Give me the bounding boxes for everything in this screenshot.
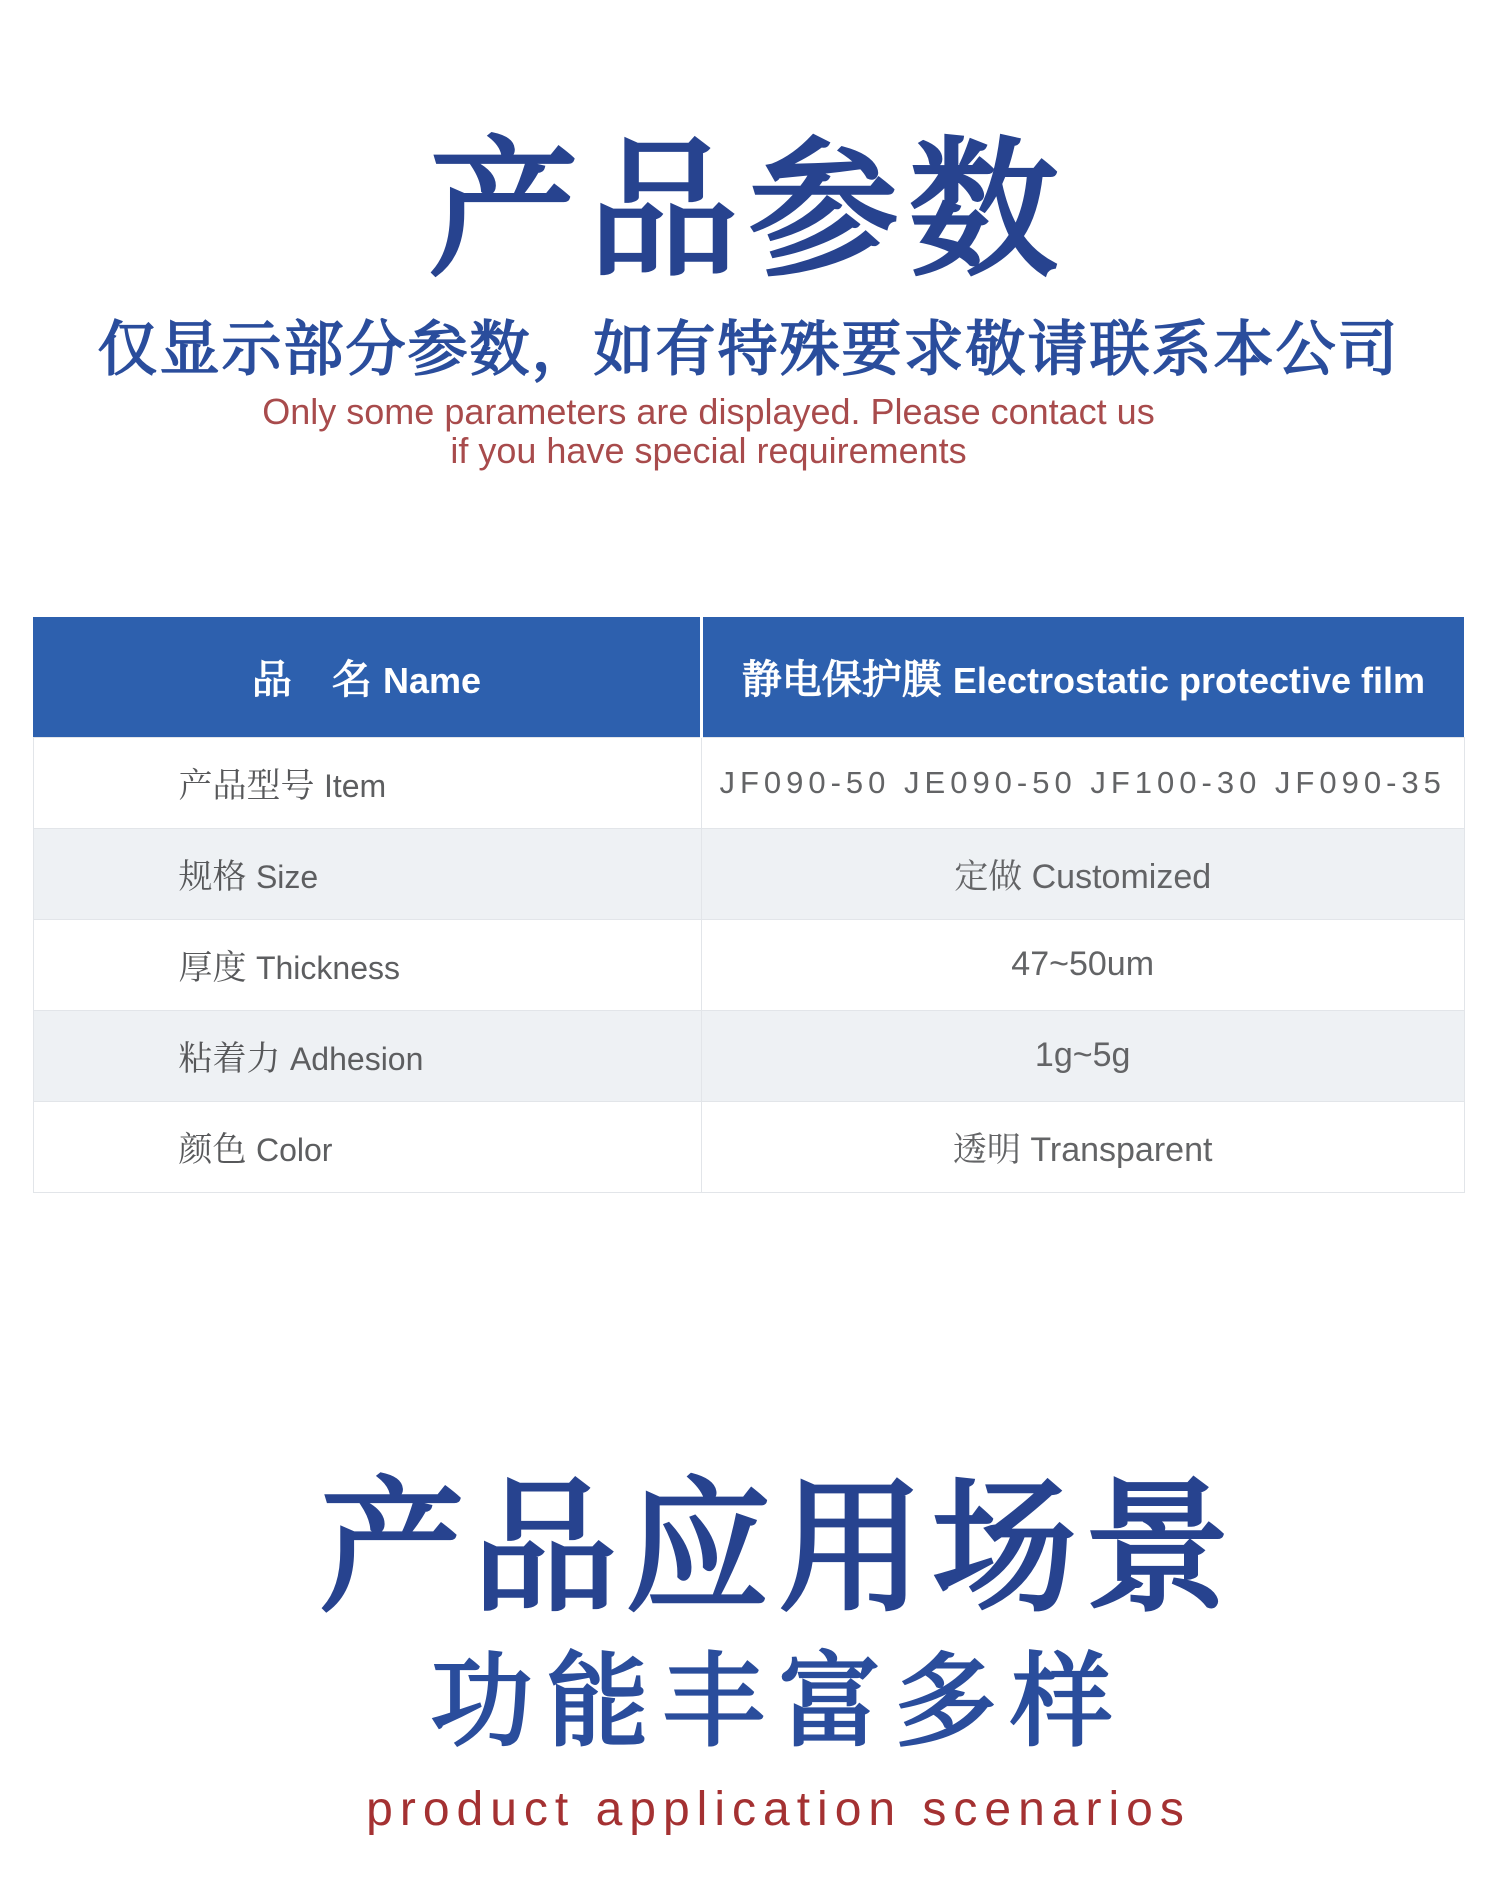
table-row	[33, 828, 1464, 919]
applications-title: 产品应用场景	[319, 1466, 1238, 1629]
row-value: 定做 Customized	[701, 828, 1464, 919]
row-label-en: Thickness	[255, 950, 400, 987]
table-row	[33, 919, 1464, 1010]
table-header-row	[33, 617, 1464, 738]
row-value: 1g~5g	[701, 1010, 1464, 1101]
params-subtitle-cn: 仅显示部分参数，如有特殊要求敬请联系本公司	[97, 316, 1400, 383]
row-label-en: Adhesion	[289, 1041, 424, 1078]
header-name-zh: 品 名	[251, 658, 372, 703]
row-label	[33, 737, 701, 828]
params-table	[33, 617, 1465, 1193]
row-label-zh: 厚度	[178, 949, 247, 988]
row-label-zh: 颜色	[178, 1131, 247, 1170]
row-label-zh: 规格	[178, 858, 247, 897]
header-cell-name	[33, 617, 701, 738]
row-label-en: Size	[255, 859, 319, 896]
applications-subtitle-cn: 功能丰富多样	[430, 1645, 1127, 1760]
params-table-header	[33, 617, 1464, 738]
header-cell-value	[701, 617, 1464, 738]
row-label-en: Color	[255, 1132, 333, 1169]
applications-section	[30, 1466, 1497, 1837]
row-label	[33, 919, 701, 1010]
table-row	[33, 1101, 1464, 1192]
row-label-en: Item	[323, 768, 387, 805]
params-table-body	[33, 737, 1464, 1192]
params-note-line1: Only some parameters are displayed. Please contact us	[262, 391, 1155, 432]
applications-caption-en: product application scenarios	[366, 1783, 1191, 1837]
row-value: JF090-50 JE090-50 JF100-30 JF090-35	[701, 737, 1464, 828]
table-row	[33, 1010, 1464, 1101]
row-label	[33, 1101, 701, 1192]
row-label	[33, 1010, 701, 1101]
header-name-en: Name	[382, 660, 482, 702]
row-label-zh: 产品型号	[178, 767, 315, 806]
row-value: 47~50um	[701, 919, 1464, 1010]
header-value-zh: 静电保护膜	[741, 658, 942, 703]
params-title: 产品参数	[428, 126, 1069, 294]
params-note-en	[0, 393, 1457, 471]
row-label-zh: 粘着力	[178, 1040, 281, 1079]
params-note-line2: if you have special requirements	[450, 429, 967, 471]
row-label	[33, 828, 701, 919]
header-value-en: Electrostatic protective film	[952, 660, 1426, 702]
table-row	[33, 737, 1464, 828]
row-value: 透明 Transparent	[701, 1101, 1464, 1192]
